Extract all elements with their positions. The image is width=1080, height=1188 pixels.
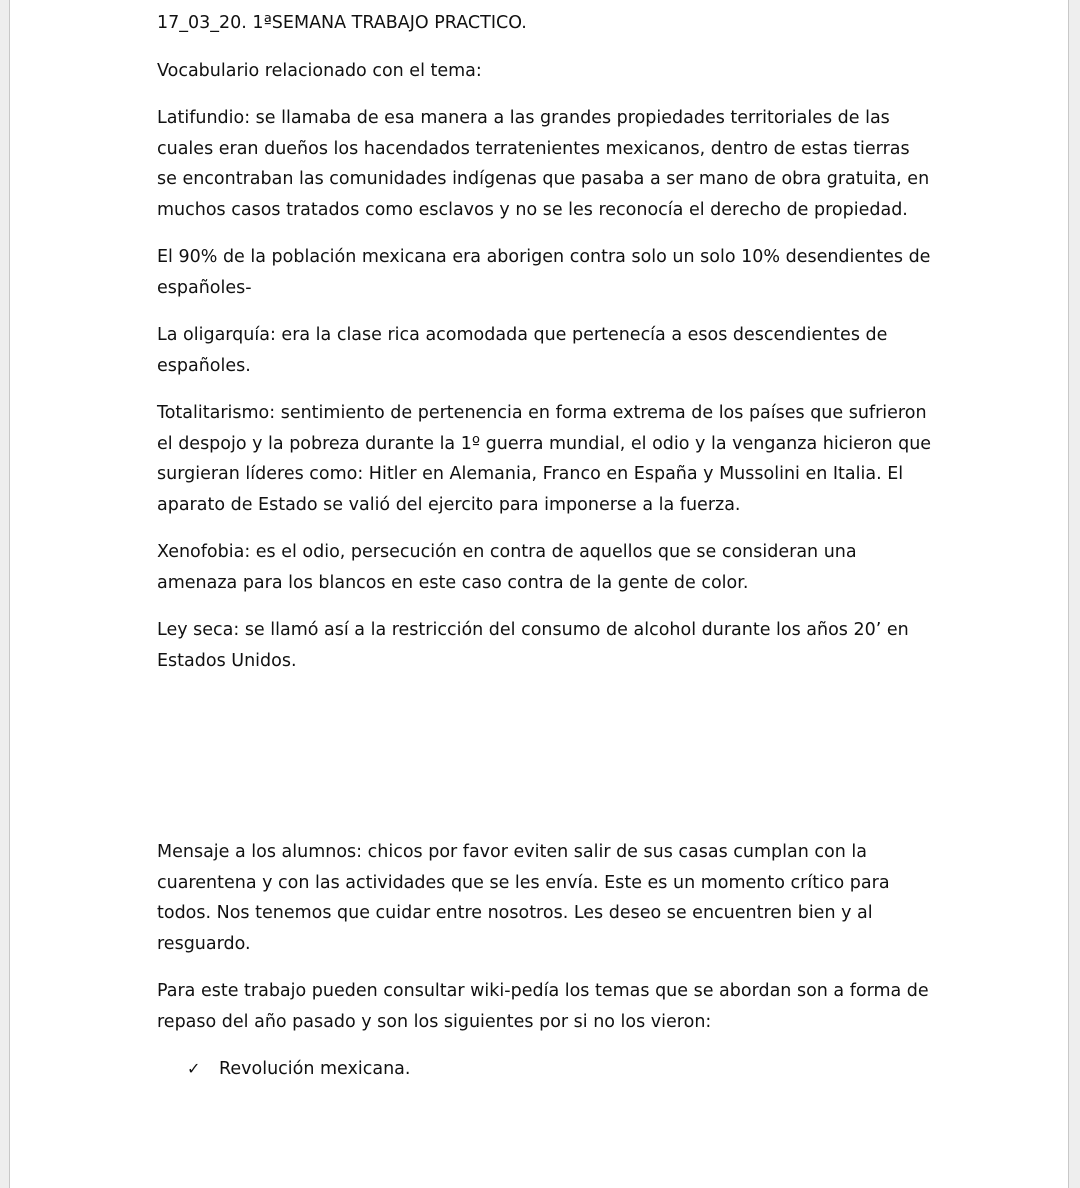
page-right-edge [1068,0,1080,1188]
instructions-paragraph: Para este trabajo pueden consultar wiki-pedía los temas que se abordan son a forma de repaso del año pasado y son los siguientes por si no los vieron: [157,981,929,1032]
check-icon: ✓ [187,1059,201,1078]
document-page [157,8,932,1085]
blank-space [157,693,932,837]
page-left-edge [0,0,10,1188]
list-item [187,1054,932,1085]
population-statement: El 90% de la población mexicana era aborigen contra solo un solo 10% desendientes de españoles- [157,247,931,298]
list-item-label: Revolución mexicana. [219,1059,411,1079]
definition-xenofobia: Xenofobia: es el odio, persecución en contra de aquellos que se consideran una amenaza para los blancos en este caso contra de la gente de color. [157,542,857,593]
definition-oligarquia: La oligarquía: era la clase rica acomodada que pertenecía a esos descendientes de españoles. [157,325,888,376]
vocabulary-intro: Vocabulario relacionado con el tema: [157,60,482,81]
message-to-students: Mensaje a los alumnos: chicos por favor eviten salir de sus casas cumplan con la cuarentena y con las actividades que se les envía. Este es un momento crítico para todos. Nos tenemos que cuidar entre nosotros. Les deseo se encuentren bien y al resguardo. [157,842,890,954]
document-title: 17_03_20. 1ªSEMANA TRABAJO PRACTICO. [157,13,527,33]
definition-ley-seca: Ley seca: se llamó así a la restricción del consumo de alcohol durante los años 20’ en Estados Unidos. [157,620,909,671]
definition-totalitarismo: Totalitarismo: sentimiento de pertenencia en forma extrema de los países que sufrieron el despojo y la pobreza durante la 1º guerra mundial, el odio y la venganza hicieron que surgieran líderes como: Hitler en Alemania, Franco en España y Mussolini en Italia. El aparato de Estado se valió del ejercito para imponerse a la fuerza. [157,403,932,515]
definition-latifundio: Latifundio: se llamaba de esa manera a las grandes propiedades territoriales de las cuales eran dueños los hacendados terratenientes mexicanos, dentro de estas tierras se encontraban las comunidades indígenas que pasaba a ser mano de obra gratuita, en muchos casos tratados como esclavos y no se les reconocía el derecho de propiedad. [157,108,930,220]
topic-checklist [157,1054,932,1085]
